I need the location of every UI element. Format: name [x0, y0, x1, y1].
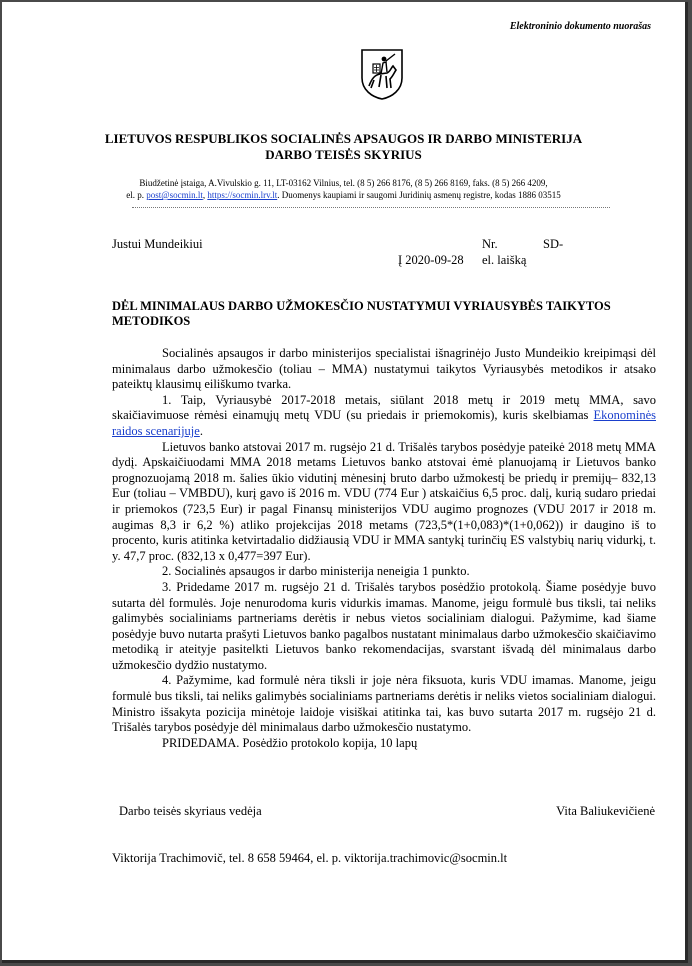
- reply-reference: el. laišką: [482, 253, 527, 267]
- address-line-1: Biudžetinė įstaiga, A.Vivulskio g. 11, LT-03162 Vilnius, tel. (8 5) 266 8176, (8 5) 266 8169, faks. (8 5) 266 4209,: [139, 178, 548, 188]
- letter-body: [112, 346, 656, 751]
- email-link[interactable]: post@socmin.lt: [146, 190, 203, 200]
- copy-label: Elektroninio dokumento nuorašas: [509, 21, 651, 32]
- paragraph: Lietuvos banko atstovai 2017 m. rugsėjo 21 d. Trišalės tarybos posėdyje pateikė 2018 metų MMA dydį. Apskaičiuodami MMA 2018 metams Lietuvos banko atstovai ėmė planuojamą ir Lietuvos banko prognozuojamą 2018 m. šalies ūkio vidutinį mėnesinį bruto darbo užmokestį be priedų ir premijų– 832,13 Eur (toliau – VMBDU), kurį gavo iš 2016 m. VDU (774 Eur ) atskaičius 6,5 proc. dalį, kurią sudaro priedai ir priemokos (723,5 Eur) ir pagal Finansų ministerijos VDU augimo prognozes (VDU 2017 ir 2018 m. augimas 8,3 ir 6,2 %) atliko projekcijas 2018 metams (723,5*(1+0,083)*(1+0,062)) ir daugino iš to procento, kuris atitinka ketvirtadalio didžiausią VDU ir MMA santykį turinčių ES valstybių narių vidurkį, t. y. 47,7 proc. (832,13 x 0,477=397 Eur).: [112, 439, 656, 563]
- paragraph: 3. Pridedame 2017 m. rugsėjo 21 d. Trišalės tarybos posėdžio protokolą. Šiame posėdyje buvo sutarta dėl formulės. Joje nenurodoma kuris vidurkis imamas. Manome, jeigu formulė bus tiksli, tai neliks galimybės socialiniams partneriams derėtis ir nebus vietos socialiniam dialogui. Pažymime, kad šiame posėdyje buvo nutarta prašyti Lietuvos banko pagalbos nustatant minimalaus darbo užmokesčio skaičiavimo metodiką ir ateityje pasitelkti Lietuvos banko rekomendacijas, svarstant išvadą dėl minimalaus darbo užmokesčio dydžio nustatymo.: [112, 579, 656, 672]
- website-link[interactable]: https://socmin.lrv.lt: [207, 190, 278, 200]
- ministry-name: LIETUVOS RESPUBLIKOS SOCIALINĖS APSAUGOS IR DARBO MINISTERIJA: [104, 131, 583, 146]
- paragraph: [112, 393, 656, 440]
- ministry-heading: [2, 131, 685, 163]
- signer-position: Darbo teisės skyriaus vedėja: [119, 804, 262, 818]
- paragraph-text: 1. Taip, Vyriausybė 2017-2018 metais, siūlant 2018 metų ir 2019 metų MMA, savo skaičiavimuose rėmėsi einamųjų metų VDU (su priedais ir priemokomis), kuris skelbiamas: [112, 392, 656, 423]
- signer-name: Vita Baliukevičienė: [556, 804, 655, 818]
- paragraph: PRIDEDAMA. Posėdžio protokolo kopija, 10 lapų: [162, 735, 418, 750]
- paragraph: 4. Pažymime, kad formulė nėra tiksli ir joje nėra fiksuota, kuris VDU imamas. Manome, jeigu formulė bus tiksli, tai neliks galimybės socialiniams partneriams derėtis ir neliks vietos socialiniam dialogui. Ministro išsakyta pozicija minėtoje laidoje visiškai atitinka tai, kas buvo sutarta 2017 m. rugsėjo 21 d. Trišalės tarybos posėdyje dėl minimalaus darbo užmokesčio nustatymo.: [112, 673, 656, 735]
- address-prefix: el. p.: [126, 190, 147, 200]
- paragraph-end: .: [199, 423, 203, 438]
- department-name: DARBO TEISĖS SKYRIUS: [265, 147, 422, 162]
- contact-line: Viktorija Trachimovič, tel. 8 658 59464, el. p. viktorija.trachimovic@socmin.lt: [112, 851, 508, 865]
- nr-label: Nr.: [482, 237, 498, 251]
- address-suffix: . Duomenys kaupiami ir saugomi Juridinių asmenų registre, kodas 1886 03515: [277, 190, 561, 200]
- address-block: [2, 177, 685, 201]
- paragraph: Socialinės apsaugos ir darbo ministerijos specialistai išnagrinėjo Justo Mundeikio kreipimąsi dėl minimalaus darbo užmokesčio (toliau – MMA) nustatymui taikytos Vyriausybės metodikos ir atsako pateiktų klausimų eiliškumo tvarka.: [112, 346, 656, 392]
- recipient: Justui Mundeikiui: [112, 237, 203, 251]
- reply-date: Į 2020-09-28: [398, 253, 464, 267]
- header-divider: [132, 207, 610, 208]
- paragraph: 2. Socialinės apsaugos ir darbo ministerija neneigia 1 punkto.: [162, 564, 470, 579]
- scenario-link[interactable]: Ekonominės raidos scenarijuje: [112, 408, 656, 438]
- letter-subject: DĖL MINIMALAUS DARBO UŽMOKESČIO NUSTATYMUI VYRIAUSYBĖS TAIKYTOS METODIKOS: [112, 299, 611, 328]
- coat-of-arms-icon: [360, 48, 404, 100]
- address-separator: ,: [202, 190, 208, 200]
- document-page: [2, 2, 688, 963]
- nr-value: SD-: [543, 237, 564, 251]
- address-line-2: [2, 189, 685, 201]
